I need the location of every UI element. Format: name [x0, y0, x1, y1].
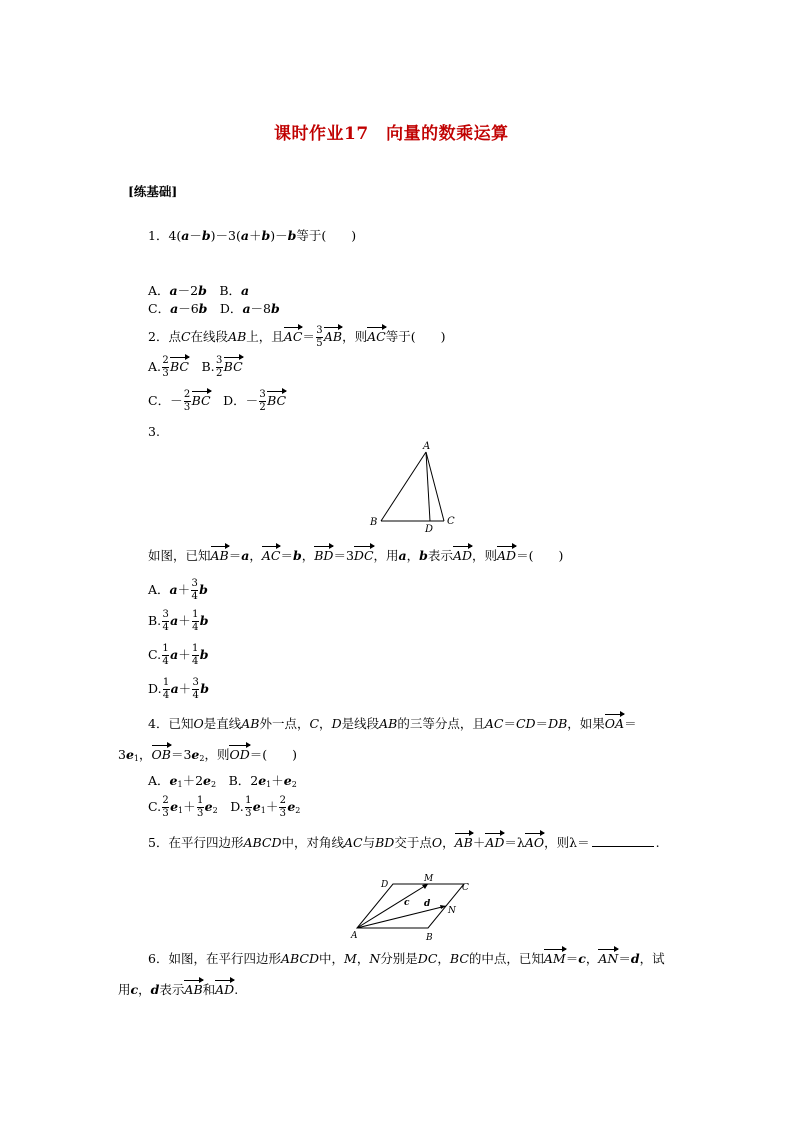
label-c: c	[404, 898, 410, 908]
question-2-options-ab: A. $\frac{2}{3}$ BC B. $\frac{3}{2}$ BC	[148, 355, 243, 379]
answer-blank	[592, 836, 654, 847]
question-6-stem-line2: 用c，d表示AB和AD.	[118, 982, 239, 997]
question-3-option-d: D. $\frac{1}{4}$ a＋ $\frac{3}{4}$ b	[148, 677, 209, 701]
label-d: d	[424, 899, 431, 909]
triangle-figure	[362, 438, 462, 534]
question-4-stem-line1: 4．已知O是直线AB外一点，C，D是线段AB的三等分点，且AC＝CD＝DB，如果OA＝	[148, 716, 637, 731]
question-3-option-a: A．a＋ $\frac{3}{4}$ b	[148, 578, 208, 602]
label-D: D	[425, 524, 434, 534]
question-3-option-c: C. $\frac{1}{4}$ a＋ $\frac{1}{4}$ b	[148, 643, 209, 667]
question-3-stem: 如图，已知AB＝a，AC＝b，BD＝3DC，用a，b表示AD，则AD＝( )	[148, 548, 564, 563]
question-6-stem-line1: 6．如图，在平行四边形ABCD中，M，N分别是DC，BC的中点，已知AM＝c，AN＝d，试	[148, 951, 665, 966]
question-3-option-b: B. $\frac{3}{4}$ a＋ $\frac{1}{4}$ b	[148, 609, 209, 633]
question-1-stem: 1．4(a－b)－3(a＋b)－b等于( )	[148, 228, 357, 243]
label-D: D	[381, 880, 389, 890]
question-2-options-cd: C．－ $\frac{2}{3}$ BC D．－ $\frac{3}{2}$ BC	[148, 389, 287, 413]
question-5-stem: 5．在平行四边形ABCD中，对角线AC与BD交于点O，AB＋AD＝λAO，则λ＝ .	[148, 835, 660, 850]
label-B: B	[426, 933, 433, 942]
label-C: C	[462, 883, 469, 893]
label-N: N	[448, 906, 456, 916]
label-B: B	[370, 517, 378, 528]
label-A: A	[351, 931, 358, 941]
question-3-number: 3.	[148, 424, 160, 439]
label-A: A	[423, 441, 431, 452]
question-1-options-ab: A．a－2b B．a	[148, 283, 250, 298]
question-4-options-cd: C. $\frac{2}{3}$ $e_1+$ $\frac{1}{3}$ $e_2$ D. $\frac{1}{3}$ $e_1+$ $\frac{2}{3}$ $e_2$	[148, 795, 301, 819]
section-heading: [练基础]	[128, 184, 178, 199]
label-M: M	[424, 874, 434, 884]
question-4-stem-line2: $3e_1$，$OB=3e_2$，则OD＝( )	[118, 747, 298, 763]
question-2-stem: 2．点C在线段AB上，且AC＝ $\frac{3}{5}$ AB，则AC等于( )	[148, 325, 446, 349]
parallelogram-figure	[348, 870, 478, 942]
question-1-options-cd: C．a－6b D．a－8b	[148, 301, 280, 316]
page-title: 课时作业17 向量的数乘运算	[274, 124, 509, 144]
question-4-options-ab: A．$e_1+2e_2$ B．$2e_1+e_2$	[148, 773, 297, 789]
label-C: C	[447, 516, 455, 527]
